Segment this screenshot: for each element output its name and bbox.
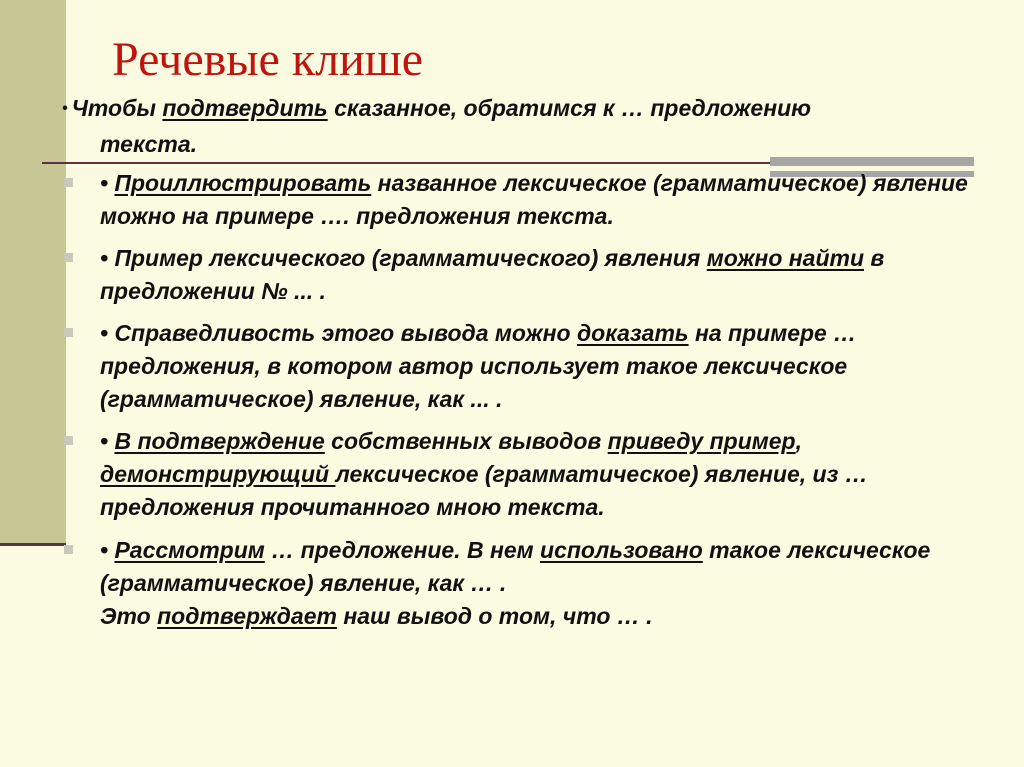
- title-divider: [42, 162, 772, 164]
- left-decor-band: [0, 0, 66, 546]
- list-item: • В подтверждение собственных выводов приведу пример, демонстрирующий лексическое (грамматическое) явление, из … предложения прочитанного мною текста.: [60, 425, 1020, 524]
- list-item: • Справедливость этого вывода можно доказать на примере … предложения, в котором автор использует такое лексическое (грамматическое) явление, как ... .: [60, 317, 1020, 416]
- list-item: • Проиллюстрировать названное лексическое (грамматическое) явление можно на примере …. предложения текста.: [60, 167, 1020, 233]
- bullet-square-icon: [64, 328, 73, 337]
- bullet-square-icon: [64, 545, 73, 554]
- bullet-square-icon: [64, 253, 73, 262]
- list-item: • Рассмотрим … предложение. В нем использовано такое лексическое (грамматическое) явление, как … . Это подтверждает наш вывод о том, что … .: [60, 534, 1020, 633]
- bullet-square-icon: [64, 178, 73, 187]
- slide-title: Речевые клише: [112, 33, 424, 86]
- list-item: • Пример лексического (грамматического) явления можно найти в предложении № ... .: [60, 242, 1020, 308]
- intro-text: • Чтобы подтвердить сказанное, обратимся к … предложению текста.: [62, 95, 812, 157]
- intro-bullet: •: [62, 100, 68, 117]
- band-divider: [0, 543, 66, 546]
- cliche-list: [60, 167, 1020, 633]
- bullet-square-icon: [64, 436, 73, 445]
